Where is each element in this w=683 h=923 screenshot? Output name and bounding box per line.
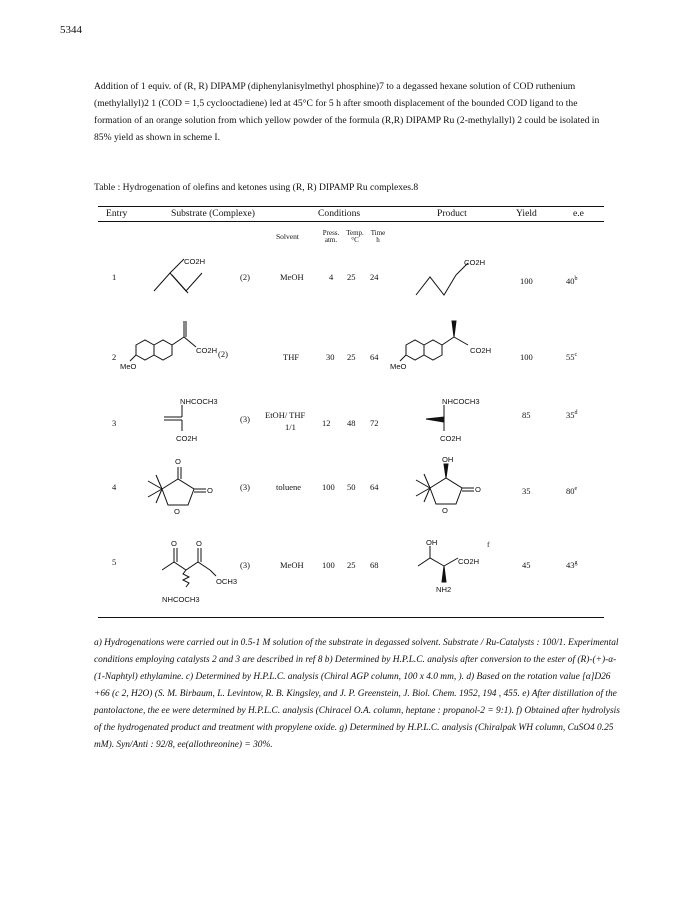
row3-complexe: (3) xyxy=(240,414,250,424)
row2-ee-note: c xyxy=(574,352,578,359)
subheader-time xyxy=(366,230,390,244)
row1-solvent: MeOH xyxy=(280,272,304,282)
row1-complexe: (2) xyxy=(240,272,250,282)
row4-product-structure xyxy=(400,452,500,514)
subheader-press xyxy=(318,230,344,244)
row2-substrate-co2h-label: CO2H xyxy=(196,346,218,355)
header-entry: Entry xyxy=(106,208,128,219)
row4-complexe: (3) xyxy=(240,482,250,492)
row4-temp: 50 xyxy=(347,482,356,492)
subheader-temp xyxy=(342,230,368,244)
row4-substrate-structure xyxy=(134,455,224,515)
row4-ee-value: 80 xyxy=(566,486,575,496)
header-conditions: Conditions xyxy=(318,208,361,219)
row5-substrate-structure xyxy=(150,540,260,612)
row4-substrate-o1-label: O xyxy=(175,457,181,466)
row4-solvent: toluene xyxy=(276,482,302,492)
row2-product-structure xyxy=(386,315,516,370)
row1-product-structure xyxy=(412,255,492,305)
row5-substrate-och3-label: OCH3 xyxy=(216,577,238,586)
row3-ee-value: 35 xyxy=(566,410,575,420)
row4-entry: 4 xyxy=(112,482,117,492)
row1-substrate-label: CO2H xyxy=(184,257,206,266)
body-paragraph: Addition of 1 equiv. of (R, R) DIPAMP (diphenylanisylmethyl phosphine)7 to a degassed hexane solution of COD ruthenium (methylallyl)2 1 (COD = 1,5 cyclooctadiene) led at 45°C for 5 h after smooth displacement of the bounded COD ligand to the formation of an orange solution from which yellow powder of the formula (R,R) DIPAMP Ru (2-methylallyl) 2 could be isolated in 85% yield as shown in scheme I. xyxy=(94,81,600,143)
row1-substrate-structure xyxy=(150,255,220,300)
subheader-temp-label: Temp. xyxy=(346,229,364,237)
row5-product-nh2-label: NH2 xyxy=(436,585,452,594)
row5-ee xyxy=(566,560,578,570)
row3-solvent: EtOH/ THF xyxy=(265,410,306,420)
row3-substrate-co2h-label: CO2H xyxy=(176,434,198,443)
row2-temp: 25 xyxy=(347,352,356,362)
row5-entry: 5 xyxy=(112,557,117,567)
row1-product-label: CO2H xyxy=(464,258,486,267)
row3-press: 12 xyxy=(322,418,331,428)
row2-product-co2h-label: CO2H xyxy=(470,346,492,355)
row4-product-o2-label: O xyxy=(442,506,448,515)
row1-entry: 1 xyxy=(112,272,117,282)
header-substrate: Substrate (Complexe) xyxy=(171,208,255,219)
page-number: 5344 xyxy=(60,24,82,36)
row1-ee xyxy=(566,276,578,286)
row1-temp: 25 xyxy=(347,272,356,282)
subheader-solvent: Solvent xyxy=(276,232,299,241)
row4-ee xyxy=(566,486,577,496)
row2-complexe: (2) xyxy=(218,349,228,359)
subheader-time-label: Time xyxy=(370,229,386,237)
row5-temp: 25 xyxy=(347,560,356,570)
row5-product-note: f xyxy=(487,540,490,549)
row2-ee-value: 55 xyxy=(566,352,575,362)
header-ee: e.e xyxy=(573,208,584,219)
row4-press: 100 xyxy=(322,482,335,492)
row5-time: 68 xyxy=(370,560,379,570)
row2-press: 30 xyxy=(326,352,335,362)
row1-yield: 100 xyxy=(520,276,533,286)
subheader-temp-unit: °C xyxy=(351,236,359,244)
row3-temp: 48 xyxy=(347,418,356,428)
row2-product-meo-label: MeO xyxy=(390,362,407,371)
header-product: Product xyxy=(437,208,467,219)
row1-ee-note: b xyxy=(574,276,578,283)
row5-product-oh-label: OH xyxy=(426,538,438,547)
row5-complexe: (3) xyxy=(240,560,250,570)
row3-time: 72 xyxy=(370,418,379,428)
row3-yield: 85 xyxy=(522,410,531,420)
row1-ee-value: 40 xyxy=(566,276,575,286)
row3-ee xyxy=(566,410,578,420)
row2-substrate-meo-label: MeO xyxy=(120,362,137,371)
table-top-rule xyxy=(98,206,604,207)
row5-product-structure xyxy=(408,538,508,610)
row3-product-structure xyxy=(406,395,506,445)
row4-product-oh-label: OH xyxy=(442,455,454,464)
row1-time: 24 xyxy=(370,272,379,282)
row4-time: 64 xyxy=(370,482,379,492)
table-header-rule xyxy=(98,221,604,222)
row5-product-co2h-label: CO2H xyxy=(458,557,480,566)
row3-product-co2h-label: CO2H xyxy=(440,434,462,443)
row2-entry: 2 xyxy=(112,352,117,362)
row5-substrate-o1-label: O xyxy=(171,539,177,548)
row4-substrate-o3-label: O xyxy=(174,507,180,516)
row3-substrate-structure xyxy=(152,395,242,445)
footnotes: a) Hydrogenations were carried out in 0.5-1 M solution of the substrate in degassed solvent. Substrate / Ru-Catalysts : 100/1. Experimental conditions employing catalysts 2 and 3 are described in ref 8 b) Determined by H.P.L.C. analysis after conversion to the ester of (R)-(+)-α-(1-Naphtyl) ethylamine. c) Determined by H.P.L.C. analysis (Chiral AGP column, 100 x 4.0 mm, ). d) Based on the rotation value [α]D26 +66 (c 2, H2O) (S. M. Birbaum, L. Levintow, R. B. Kingsley, and J. P. Greenstein, J. Biol. Chem. 1952, 194 , 455. e) After distillation of the pantolactone, the ee were determined by H.P.L.C. analysis (Chiracel O.A. column, heptane : propanol-2 = 9:1). f) Obtained after hydrolysis of the hydrogenated product and treatment with propylene oxide. g) Determined by H.P.L.C. analysis (Chiralpak WH column, CuSO4 0.25 mM). Syn/Anti : 92/8, ee(allothreonine) = 30%. xyxy=(94,638,620,750)
row3-solvent-ratio: 1/1 xyxy=(285,422,296,432)
subheader-press-unit: atm. xyxy=(324,236,338,244)
row3-ee-note: d xyxy=(574,410,578,417)
row2-ee xyxy=(566,352,577,362)
row5-press: 100 xyxy=(322,560,335,570)
row5-substrate-o2-label: O xyxy=(196,539,202,548)
row3-substrate-nh-label: NHCOCH3 xyxy=(180,397,218,406)
table-caption: Table : Hydrogenation of olefins and ketones using (R, R) DIPAMP Ru complexes.8 xyxy=(94,182,419,193)
row4-ee-note: e xyxy=(574,486,578,493)
row2-time: 64 xyxy=(370,352,379,362)
row1-press: 4 xyxy=(329,272,334,282)
row4-substrate-o2-label: O xyxy=(207,486,213,495)
row5-ee-note: g xyxy=(574,560,578,567)
row2-solvent: THF xyxy=(283,352,300,362)
row5-solvent: MeOH xyxy=(280,560,304,570)
row5-substrate-nh-label: NHCOCH3 xyxy=(162,595,200,604)
subheader-time-unit: h xyxy=(376,236,380,244)
header-yield: Yield xyxy=(516,208,537,219)
row4-product-o1-label: O xyxy=(475,485,481,494)
table-bottom-rule xyxy=(98,617,604,618)
row5-yield: 45 xyxy=(522,560,531,570)
row2-yield: 100 xyxy=(520,352,533,362)
subheader-press-label: Press. xyxy=(322,229,340,237)
row4-yield: 35 xyxy=(522,486,531,496)
row5-ee-value: 43 xyxy=(566,560,575,570)
row2-substrate-structure xyxy=(116,315,236,370)
row3-product-nh-label: NHCOCH3 xyxy=(442,397,480,406)
row3-entry: 3 xyxy=(112,418,117,428)
